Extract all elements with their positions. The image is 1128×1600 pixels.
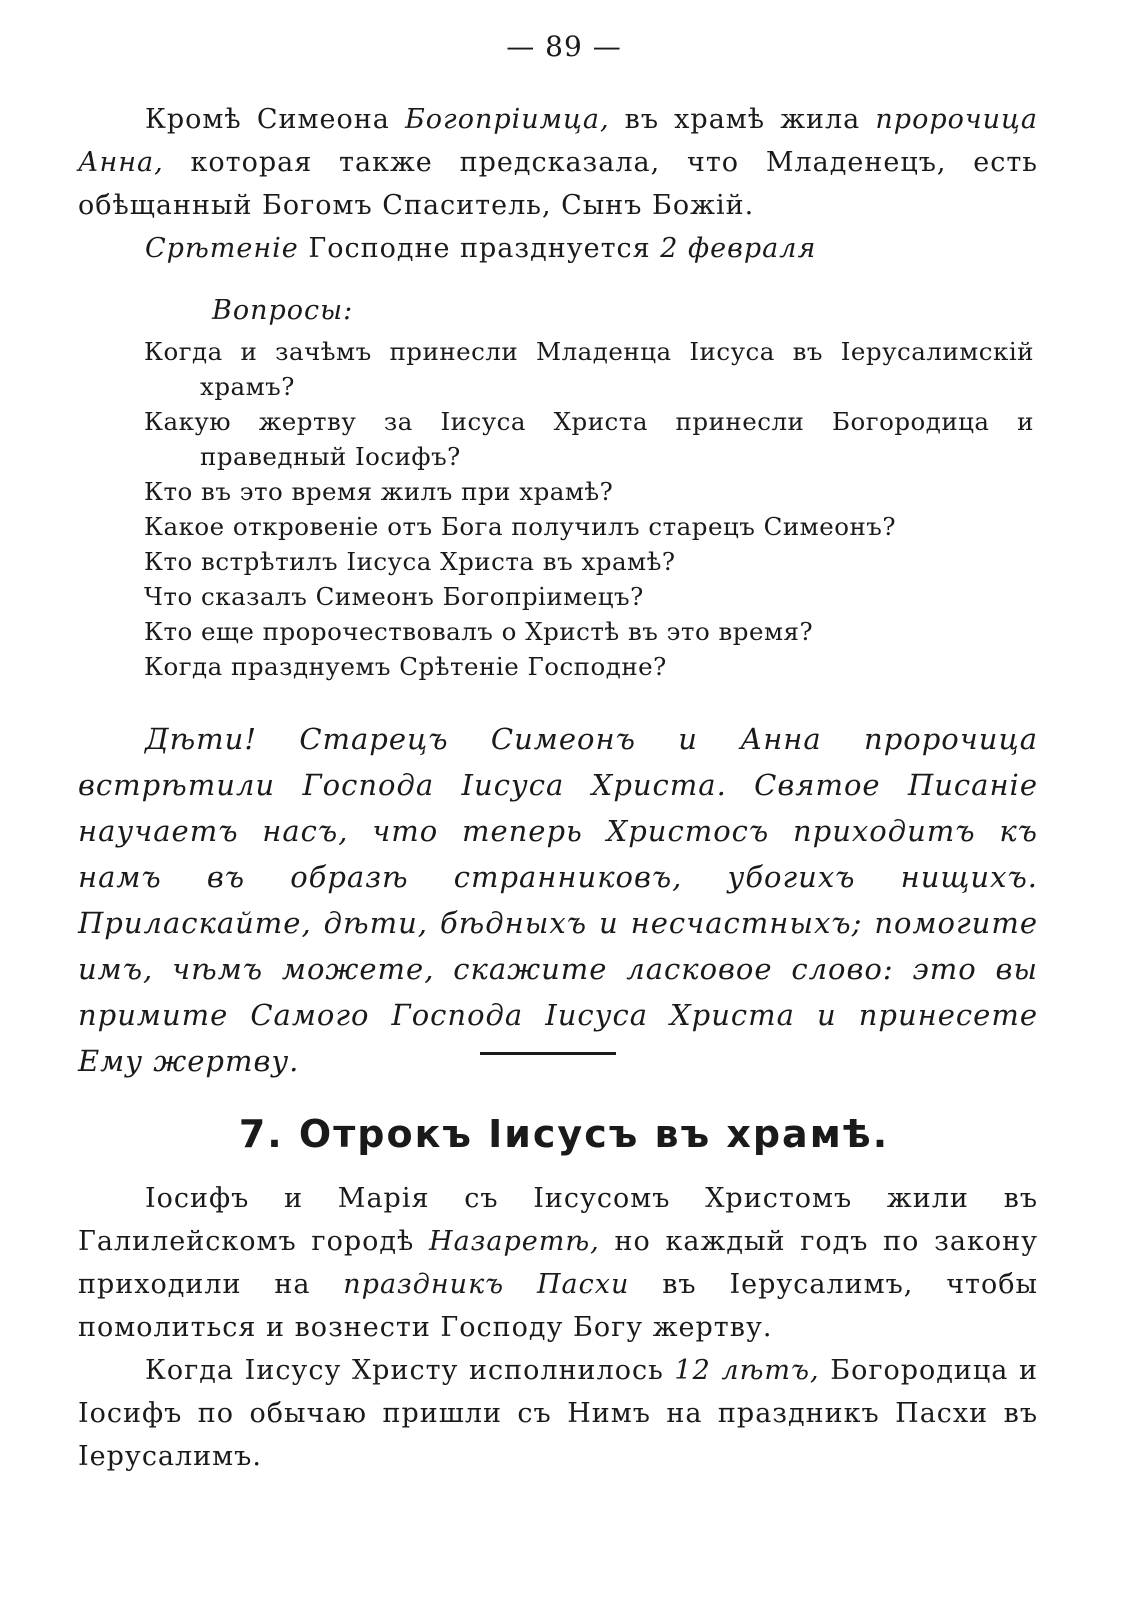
question-item: Когда и зачѣмъ принесли Младенца Іисуса въ Іерусалимскій храмъ? — [144, 337, 1034, 401]
questions-list — [144, 334, 1034, 684]
section-paragraph-twelve-years: Когда Іисусу Христу исполнилось 12 лѣтъ, Богородица и Іосифъ по обычаю пришли съ Нимъ на праздникъ Пасхи въ Іерусалимъ. — [78, 1355, 1038, 1472]
question-item: Кто еще пророчествовалъ о Христѣ въ это время? — [144, 617, 814, 646]
question-item: Какое откровеніе отъ Бога получилъ старецъ Симеонъ? — [144, 512, 897, 541]
intro-paragraph-anna: Кромѣ Симеона Богопріимца, въ храмѣ жила пророчица Анна, которая также предсказала, что Младенецъ, есть обѣщанный Богомъ Спаситель, Сынъ Божій. — [78, 104, 1038, 221]
section-divider — [480, 1052, 616, 1055]
exhortation-paragraph: Дѣти! Старецъ Симеонъ и Анна пророчица встрѣтили Господа Іисуса Христа. Святое Писаніе научаетъ насъ, что теперь Христосъ приходитъ къ намъ въ образѣ странниковъ, убогихъ нищихъ. Приласкайте, дѣти, бѣдныхъ и несчастныхъ; помогите имъ, чѣмъ можете, скажите ласковое слово: это вы примите Самого Господа Іисуса Христа и принесете Ему жертву. — [78, 722, 1038, 1078]
question-item: Что сказалъ Симеонъ Богопріимецъ? — [144, 582, 644, 611]
question-item: Когда празднуемъ Срѣтеніе Господне? — [144, 652, 667, 681]
intro-text — [78, 98, 1038, 270]
section-title: 7. Отрокъ Іисусъ въ храмѣ. — [238, 1112, 890, 1156]
questions-heading: Вопросы: — [212, 295, 354, 326]
question-item: Кто въ это время жилъ при храмѣ? — [144, 477, 614, 506]
section-paragraph-nazareth: Іосифъ и Марія съ Іисусомъ Христомъ жили въ Галилейскомъ городѣ Назаретѣ, но каждый годъ по закону приходили на праздникъ Пасхи въ Іерусалимъ, чтобы помолиться и вознести Господу Богу жертву. — [78, 1183, 1038, 1343]
intro-paragraph-feast-date: Срѣтеніе Господне празднуется 2 февраля — [145, 233, 817, 264]
page-number: — 89 — — [506, 30, 622, 63]
question-item: Какую жертву за Іисуса Христа принесли Богородица и праведный Іосифъ? — [144, 407, 1034, 471]
section-text — [78, 1177, 1038, 1478]
question-item: Кто встрѣтилъ Іисуса Христа въ храмѣ? — [144, 547, 676, 576]
